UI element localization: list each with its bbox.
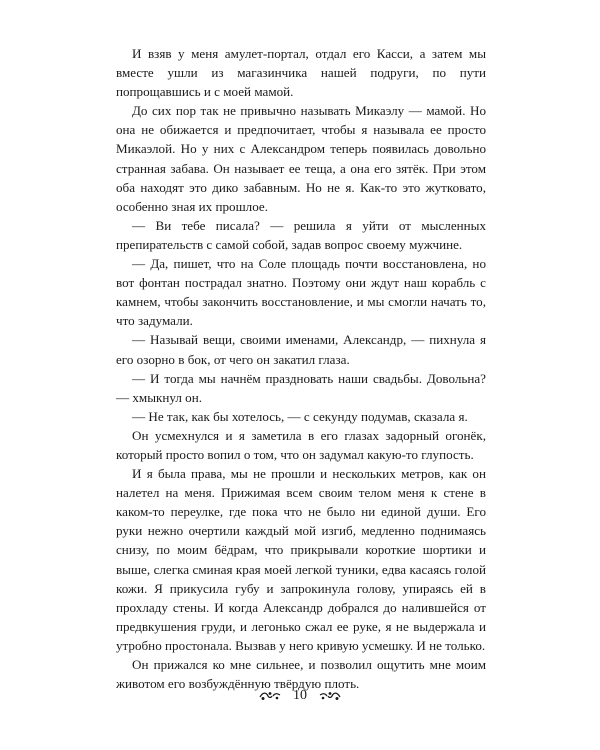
paragraph: — Да, пишет, что на Соле площадь почти восстановлена, но вот фонтан пострадал знатно. Поэтому они ждут наш корабль с камнем, чтобы закончить восстановление, и мы смогли начать то, что задумали. <box>116 256 486 329</box>
paragraph: И я была права, мы не прошли и нескольких метров, как он налетел на меня. Прижимая всем своим телом меня к стене в каком-то переулке, где пока что не было ни единой души. Его руки нежно очертили каждый мой изгиб, медленно поднимаясь снизу, по моим бёдрам, что прикрывали короткие шортики и выше, слегка сминая края моей легкой туники, едва касаясь голой кожи. Я прикусила губу и запрокинула голову, упираясь ей в прохладу стены. И когда Александр добрался до налившейся от предвкушения груди, и легонько сжал ее руке, я не выдержала и утробно простонала. Вызвав у него кривую усмешку. И не только. <box>116 466 486 653</box>
paragraph: До сих пор так не привычно называть Микаэлу — мамой. Но она не обижается и предпочитает, чтобы я называла ее просто Микаэлой. Но у них с Александром теперь появилась довольно странная забава. Он называет ее теща, а она его зятёк. При этом оба находят это дико забавным. Но не я. Как-то это жутковато, особенно зная их прошлое. <box>116 103 486 214</box>
floral-ornament-icon <box>319 691 341 701</box>
paragraph: И взяв у меня амулет-портал, отдал его Касси, а затем мы вместе ушли из магазинчика нашей подруги, по пути попрощавшись и с моей мамой. <box>116 46 486 100</box>
body-text <box>116 44 486 693</box>
page-footer <box>0 688 600 704</box>
paragraph: Он прижался ко мне сильнее, и позволил ощутить мне моим животом его возбуждённую твёрдую плоть. <box>116 657 486 692</box>
paragraph: — Не так, как бы хотелось, — с секунду подумав, сказала я. <box>132 408 468 424</box>
paragraph: — И тогда мы начнём праздновать наши свадьбы. Довольна? — хмыкнул он. <box>116 370 486 405</box>
paragraph: — Ви тебе писала? — решила я уйти от мысленных препирательств с самой собой, задав вопрос своему мужчине. <box>116 217 486 252</box>
page-number: 10 <box>293 688 307 703</box>
paragraph: Он усмехнулся и я заметила в его глазах задорный огонёк, который просто вопил о том, что он задумал какую-то глупость. <box>116 427 486 462</box>
floral-ornament-icon <box>259 691 281 701</box>
paragraph: — Называй вещи, своими именами, Александр, — пихнула я его озорно в бок, от чего он закатил глаза. <box>116 332 486 367</box>
